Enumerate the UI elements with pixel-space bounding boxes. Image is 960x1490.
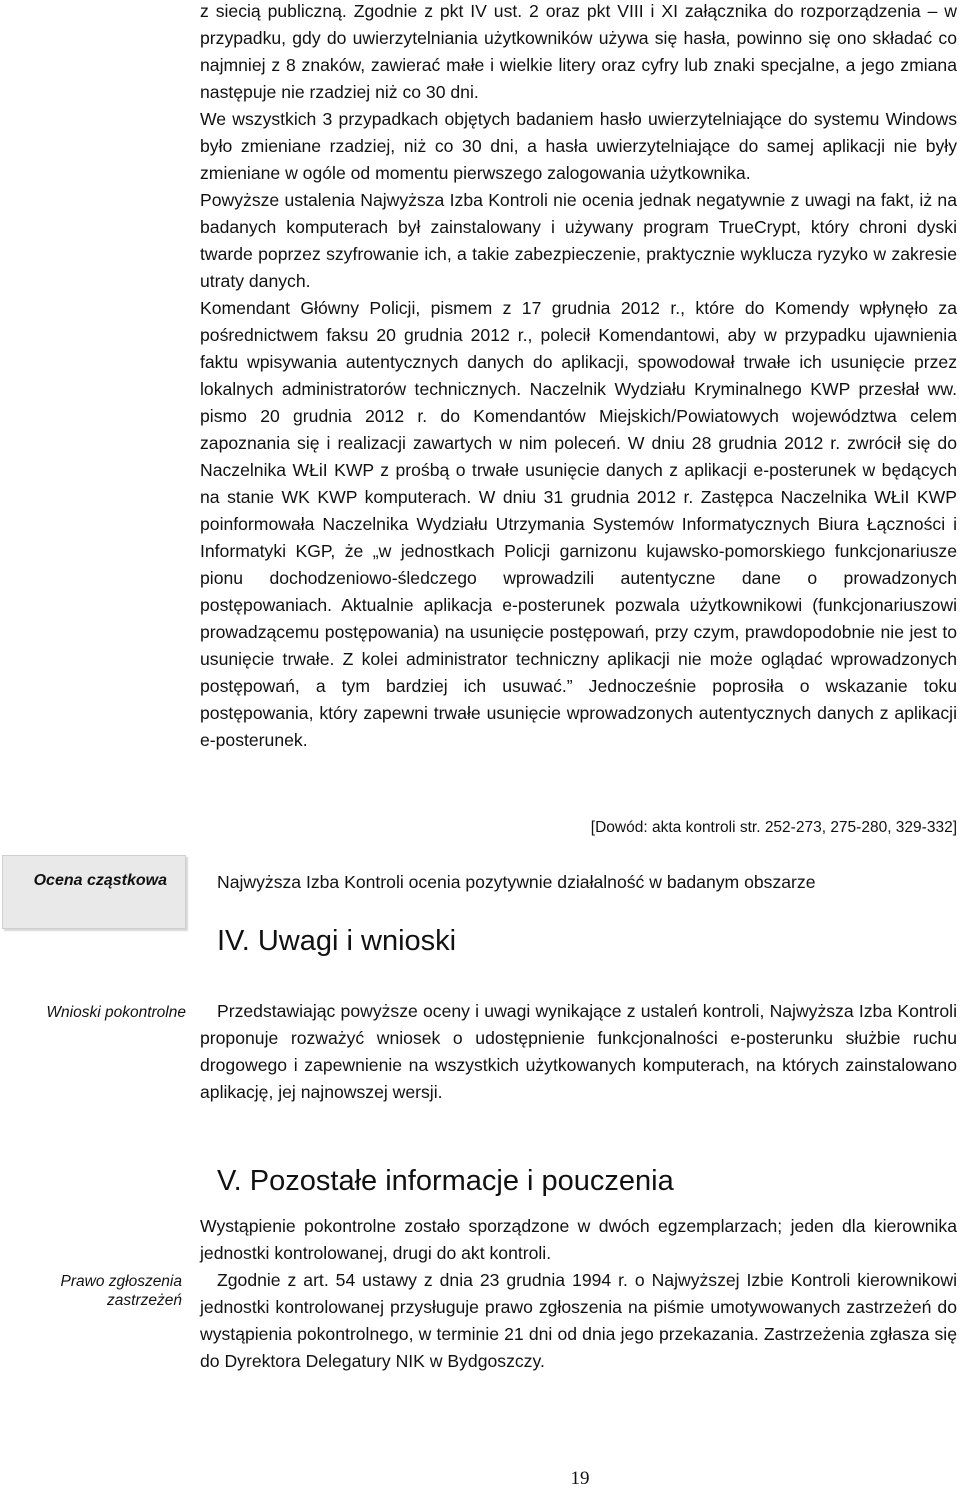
side-label-conclusions: Wnioski pokontrolne bbox=[46, 1004, 186, 1021]
paragraph-police-orders: Komendant Główny Policji, pismem z 17 grudnia 2012 r., które do Komendy wpłynęło za pośrednictwem faksu 20 grudnia 2012 r., polecił Komendantowi, aby w przypadku ujawnienia faktu wpisywania autentycznych danych do aplikacji, spowodował trwałe ich usunięcie przez lokalnych administratorów technicznych. Naczelnik Wydziału Kryminalnego KWP przesłał ww. pismo 20 grudnia 2012 r. do Komendantów Miejskich/Powiatowych województwa celem zapoznania się i realizacji zawartych w nim poleceń. W dniu 28 grudnia 2012 r. zwrócił się do Naczelnika WŁiI KWP z prośbą o trwałe usunięcie danych z aplikacji e-posterunek w będących na stanie WK KWP komputerach. W dniu 31 grudnia 2012 r. Zastępca Naczelnika WŁiI KWP poinformowała Naczelnika Wydziału Utrzymania Systemów Informatycznych Biura Łączności i Informatyki KGP, że „w jednostkach Policji garnizonu kujawsko-pomorskiego funkcjonariusze pionu dochodzeniowo-śledczego wprowadzili autentyczne dane o prowadzonych postępowaniach. Aktualnie aplikacja e-posterunek pozwala użytkownikowi (funkcjonariuszowi prowadzącemu postępowania) na usunięcie postępowań, przy czym, prawdopodobnie nie jest to usunięcie trwałe. Z kolei administrator techniczny aplikacji nie może oglądać wprowadzonych postępowań, a tym bardziej ich usuwać.” Jednocześnie poprosiła o wskazanie toku postępowania, który zapewni trwałe usunięcie wprowadzonych autentycznych danych z aplikacji e-posterunek. bbox=[200, 298, 957, 750]
assessment-label-box bbox=[2, 855, 186, 929]
section-v-text bbox=[200, 1213, 957, 1375]
section-iv-heading: IV. Uwagi i wnioski bbox=[217, 925, 457, 957]
side-label-objections: Prawo zgłoszenia zastrzeżeń bbox=[60, 1273, 182, 1309]
paragraph-truecrypt: Powyższe ustalenia Najwyższa Izba Kontroli nie ocenia jednak negatywnie z uwagi na fakt, iż na badanych komputerach był zainstalowany i używany program TrueCrypt, który chroni dyski twarde poprzez szyfrowanie ich, a takie zabezpieczenie, praktycznie wyklucza ryzyko w zakresie utraty danych. bbox=[200, 190, 957, 291]
evidence-reference: [Dowód: akta kontroli str. 252-273, 275-280, 329-332] bbox=[590, 819, 957, 836]
assessment-text: Najwyższa Izba Kontroli ocenia pozytywnie działalność w badanym obszarze bbox=[217, 872, 816, 892]
section-v-paragraph-objections: Zgodnie z art. 54 ustawy z dnia 23 grudnia 1994 r. o Najwyższej Izbie Kontroli kierownikowi jednostki kontrolowanej przysługuje prawo zgłoszenia na piśmie umotywowanych zastrzeżeń do wystąpienia pokontrolnego, w terminie 21 dni od dnia jego przekazania. Zastrzeżenia zgłasza się do Dyrektora Delegatury NIK w Bydgoszczy. bbox=[200, 1270, 957, 1371]
paragraph-password-changes: We wszystkich 3 przypadkach objętych badaniem hasło uwierzytelniające do systemu Windows było zmieniane rzadziej, niż co 30 dni, a hasła uwierzytelniające do samej aplikacji nie były zmieniane w ogóle od momentu pierwszego zalogowania użytkownika. bbox=[200, 109, 957, 183]
section-v-heading: V. Pozostałe informacje i pouczenia bbox=[217, 1165, 674, 1197]
findings-text bbox=[200, 0, 957, 754]
section-iv-paragraph: Przedstawiając powyższe oceny i uwagi wynikające z ustaleń kontroli, Najwyższa Izba Kontroli proponuje rozważyć wniosek o udostępnienie funkcjonalności e-posterunku służbie ruchu drogowego i zapewnienie na wszystkich użytkowanych komputerach, na których zainstalowano aplikację, jej najnowszej wersji. bbox=[200, 1001, 957, 1102]
section-v-paragraph-copies: Wystąpienie pokontrolne zostało sporządzone w dwóch egzemplarzach; jeden dla kierownika jednostki kontrolowanej, drugi do akt kontroli. bbox=[200, 1216, 957, 1263]
page-number: 19 bbox=[570, 1468, 590, 1489]
paragraph-password-rules: z siecią publiczną. Zgodnie z pkt IV ust. 2 oraz pkt VIII i XI załącznika do rozporządzenia – w przypadku, gdy do uwierzytelniania użytkowników używa się hasła, powinno się ono składać co najmniej z 8 znaków, zawierać małe i wielkie litery oraz cyfry lub znaki specjalne, a jego zmiana następuje nie rzadziej niż co 30 dni. bbox=[200, 1, 957, 102]
section-iv-text bbox=[200, 998, 957, 1106]
assessment-label: Ocena cząstkowa bbox=[33, 872, 167, 889]
